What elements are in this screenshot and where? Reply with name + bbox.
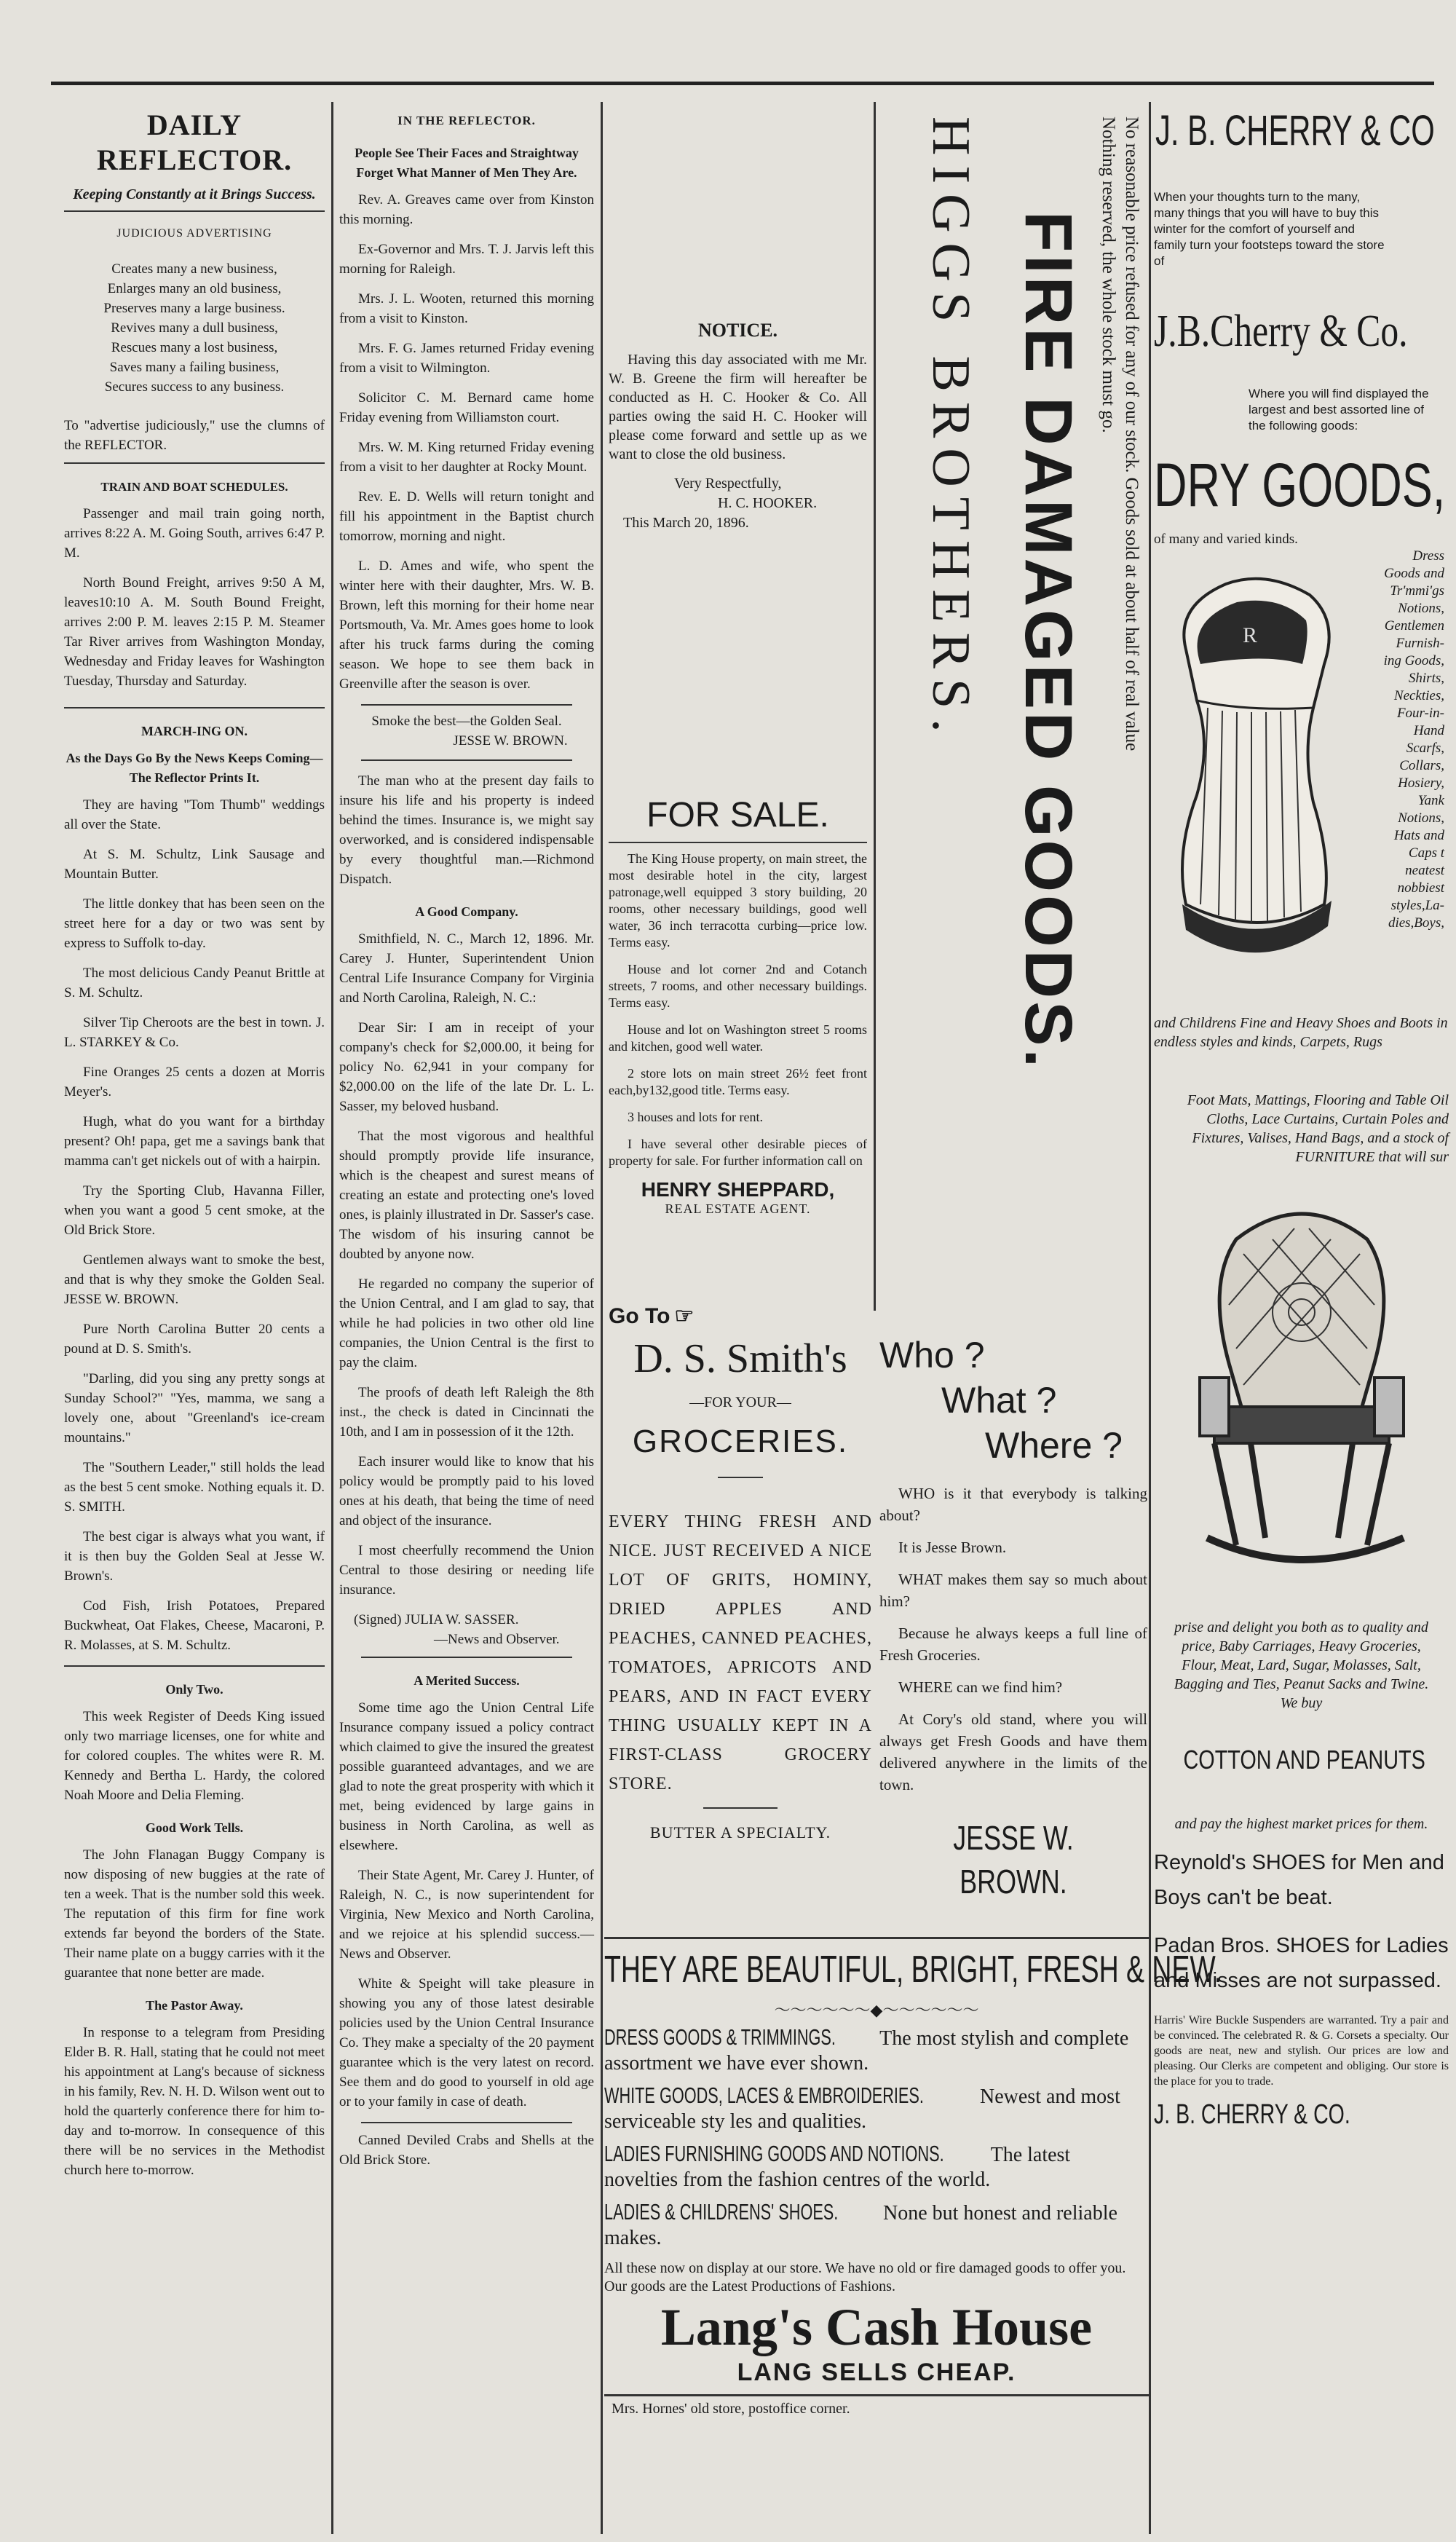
top-rule	[51, 82, 1434, 85]
lang-ornament: ～～～～～～◆～～～～～～	[774, 2001, 979, 2019]
merited-text	[339, 1698, 594, 2112]
letter-paragraph: The proofs of death left Raleigh the 8th inst., the check is dated in Cincinnati the 10th, and I am in possession of it the 12th.	[339, 1385, 594, 1440]
who-paragraph: It is Jesse Brown.	[898, 1539, 1007, 1556]
marching-heading: MARCH-ING ON.	[141, 724, 248, 738]
merited-heading: A Merited Success.	[414, 1673, 520, 1688]
judicious-line: Revives many a dull business,	[111, 320, 278, 336]
train-paragraph: Passenger and mail train going north, arrives 8:22 A. M. Going South, arrives 6:47 P. M.	[64, 506, 325, 561]
judicious-line: Secures success to any business.	[104, 379, 285, 395]
news-item: The most delicious Candy Peanut Brittle at S. M. Schultz.	[64, 966, 325, 1000]
jesse-brown-ad	[879, 1333, 1147, 1930]
lang-display-text: All these now on display at our store. We have no old or fire damaged goods to offer you. Our goods are the Latest Productions of Fashions.	[604, 2260, 1126, 2294]
insurance-note: The man who at the present day fails to insure his life and his property is indeed behind the times. Insurance is, we might say overworked, and is considered indispensable by every thoughtful man.—Richmond Dispatch.	[339, 773, 594, 887]
cherry-side-item: Four-in-	[1396, 706, 1444, 721]
letter-paragraph: Smithfield, N. C., March 12, 1896. Mr. Carey J. Hunter, Superintendent Union Central Life Insurance Company for Virginia and North Carolina, Raleigh, N. C.:	[339, 931, 594, 1006]
judicious-line: Enlarges many an old business,	[107, 281, 282, 296]
who-body	[879, 1483, 1147, 1796]
jesse-brown-name: JESSE W. BROWN.	[953, 1819, 1074, 1900]
masthead: DAILY REFLECTOR.	[96, 108, 293, 176]
who-paragraph: WHO is it that everybody is talking about?	[879, 1485, 1147, 1524]
lang-row-text: The latest novelties from the fashion centres of the world.	[604, 2144, 1071, 2191]
for-sale-item: House and lot on Washington street 5 rooms and kitchen, good well water.	[609, 1022, 867, 1054]
good-company-heading: A Good Company.	[415, 904, 518, 919]
corset-illustration	[1157, 562, 1350, 999]
ds-smith-ad	[609, 1303, 872, 1930]
lang-row-text: None but honest and reliable makes.	[604, 2202, 1117, 2249]
judicious-list	[64, 259, 325, 397]
judicious-line: Preserves many a large business.	[103, 301, 285, 316]
news-item: "Darling, did you sing any pretty songs at Sunday School?" "Yes, mamma, we sang a lovely one, about "Greenland's ice-cream mountains."	[64, 1371, 325, 1445]
svg-text:R: R	[1243, 623, 1258, 647]
judicious-line: Saves many a failing business,	[109, 360, 280, 375]
cherry-side-item: Shirts,	[1408, 671, 1444, 686]
notice-date: This March 20, 1896.	[623, 515, 749, 531]
go-to-line	[609, 1303, 872, 1329]
for-sale-item: I have several other desirable pieces of property for sale. For further information call on	[609, 1137, 867, 1168]
news-item: The best cigar is always what you want, if it is then buy the Golden Seal at Jesse W. Brown's.	[64, 1529, 325, 1584]
who-paragraph: WHERE can we find him?	[898, 1678, 1063, 1696]
good-work-text: The John Flanagan Buggy Company is now disposing of new buggies at the rate of ten a week. That is the number sold this week. The reputation of this firm for fine work extends far beyond the borders of the State. Their name plate on a buggy carries with it the guarantee that none better are made.	[64, 1847, 325, 1981]
higgs-nothing-reserved: Nothing reserved, the whole stock must go.	[1099, 117, 1118, 433]
marching-subheading: As the Days Go By the News Keeps Coming—The Reflector Prints It.	[66, 751, 323, 785]
personal-item: Rev. E. D. Wells will return tonight and fill his appointment in the Baptist church tomorrow, morning and night.	[339, 489, 594, 544]
notice-heading: NOTICE.	[697, 320, 778, 341]
marching-items	[64, 795, 325, 1655]
personal-item: Rev. A. Greaves came over from Kinston this morning.	[339, 192, 594, 227]
canned-crabs-ad: Canned Deviled Crabs and Shells at the Old Brick Store.	[339, 2133, 594, 2168]
cherry-side-item: styles,La-	[1390, 898, 1444, 913]
where-heading: Where ?	[985, 1425, 1123, 1466]
cherry-side-item: Hosiery,	[1398, 775, 1444, 791]
merited-paragraph: White & Speight will take pleasure in showing you any of those latest desirable policies used by the Union Central Insurance Co. They make a specialty of the 20 payment guarantee which is the very latest on record. See them and do good to yourself in old age or to your family in case of death.	[339, 1976, 594, 2109]
cherry-side-item: Scarfs,	[1406, 741, 1444, 756]
who-paragraph: Because he always keeps a full line of Fresh Groceries.	[879, 1625, 1147, 1664]
personal-items	[339, 190, 594, 694]
train-paragraph: North Bound Freight, arrives 9:50 A M, leaves10:10 A. M. South Bound Freight, arrives 2:00 P. M. leaves 2:15 P. M. Steamer Tar River arrives from Washington Monday, Wednesday and Friday leaves for Washington Tuesday, Thursday and Saturday.	[64, 575, 325, 689]
personal-item: Mrs. W. M. King returned Friday evening from a visit to her daughter at Rocky Mount.	[339, 440, 594, 475]
personal-item: L. D. Ames and wife, who spent the winter here with their daughter, Mrs. W. B. Brown, left this morning for their home near Portsmouth, Va. Mr. Ames goes home to look after his truck farms during the coming season. We hope to see them back in Greenville after the season is over.	[339, 558, 594, 692]
cherry-side-item: Tr'mmi'gs	[1390, 583, 1444, 599]
for-your-line: —FOR YOUR—	[689, 1394, 791, 1410]
pointing-hand-icon: ☞	[674, 1304, 695, 1328]
lang-row	[604, 2085, 1149, 2136]
groceries-heading: GROCERIES.	[632, 1424, 849, 1459]
letter-paragraph: He regarded no company the superior of the Union Central, and I am glad to say, that while he had policies in two other old line companies, the Union Central is the first to pay the claim.	[339, 1276, 594, 1370]
personal-item: Ex-Governor and Mrs. T. J. Jarvis left this morning for Raleigh.	[339, 242, 594, 277]
lang-slogan: LANG SELLS CHEAP.	[737, 2359, 1016, 2386]
fire-damaged-goods: FIRE DAMAGED GOODS.	[1011, 211, 1085, 1071]
what-heading: What ?	[941, 1380, 1057, 1421]
tagline: Keeping Constantly at it Brings Success.	[64, 185, 325, 212]
merited-paragraph: Some time ago the Union Central Life Insurance company issued a policy contract which claimed to give the insured the greatest possible guaranteed advantages, and we are glad to note the great prosperity with which it met, being evidenced by large gains in business in North Carolina, as well as elsewhere.	[339, 1700, 594, 1853]
cherry-side-item: nobbiest	[1397, 880, 1444, 896]
lang-row	[604, 2143, 1149, 2194]
notice-closing: Very Respectfully,	[674, 475, 782, 492]
langs-cash-house-ad	[604, 1944, 1222, 2534]
letter-paragraph: Dear Sir: I am in receipt of your company's check for $2,000.00, it being for policy No. 62,941 in your company for $2,000.00 on the life of the late Dr. L. L. Sasser, my beloved husband.	[339, 1020, 594, 1114]
letter-paragraph: Each insurer would like to know that his policy would be promptly paid to his loved ones at his death, that being the time of need and object of the insurance.	[339, 1454, 594, 1528]
column-divider	[1149, 102, 1151, 2534]
news-item: The little donkey that has been seen on the street here for a day or two was sent by express to Suffolk to-day.	[64, 896, 325, 951]
letter-paragraph: I most cheerfully recommend the Union Central to those desiring or needing life insurance.	[339, 1543, 594, 1598]
lang-row-heading: LADIES & CHILDRENS' SHOES.	[604, 2199, 839, 2225]
only-two-text: This week Register of Deeds King issued only two marriage licenses, one for white and for colored couples. The whites were R. M. Kennedy and Bertha L. Hardy, the colored Noah Moore and Delia Fleming.	[64, 1709, 325, 1803]
column-2	[339, 111, 594, 2535]
lang-name: Lang's Cash House	[660, 2298, 1093, 2356]
cherry-pay-text: and pay the highest market prices for them.	[1174, 1816, 1428, 1832]
lang-top-rule	[604, 1937, 1149, 1939]
good-work-heading: Good Work Tells.	[145, 1820, 244, 1835]
cherry-side-item: Collars,	[1399, 758, 1444, 773]
who-paragraph: WHAT makes them say so much about him?	[879, 1571, 1147, 1610]
cherry-side-item: Notions,	[1398, 601, 1444, 616]
cherry-where: Where you will find displayed the largest and best assorted line of the following goods:	[1249, 387, 1429, 433]
reflector-heading: IN THE REFLECTOR.	[397, 114, 536, 127]
notice-ad	[609, 320, 867, 561]
signed-line: (Signed) JULIA W. SASSER.	[354, 1612, 519, 1627]
reynolds-shoes: Reynold's SHOES for Men and Boys can't be beat.	[1154, 1851, 1444, 1909]
higgs-no-reasonable: No reasonable price refused for any of our stock. Goods sold at about half of real value	[1122, 117, 1142, 751]
cherry-side-item: Yank	[1417, 793, 1444, 808]
for-sale-item: The King House property, on main street, the most desirable hotel in the city, largest patronage,well equipped 3 story building, 20 rooms, other necessary buildings, good well water, 36 inch terracotta curbing—price low. Terms easy.	[609, 851, 867, 950]
column-1	[64, 108, 325, 2533]
news-item: At S. M. Schultz, Link Sausage and Mountain Butter.	[64, 847, 325, 882]
cherry-side-item: Neckties,	[1393, 688, 1444, 703]
judicious-line: Rescues many a lost business,	[111, 340, 278, 355]
news-item: Pure North Carolina Butter 20 cents a pound at D. S. Smith's.	[64, 1322, 325, 1357]
cherry-side-item: ing Goods,	[1383, 653, 1444, 668]
notice-body: Having this day associated with me Mr. W. B. Greene the firm will hereafter be conducted as H. C. Hooker & Co. All parties owing the said H. C. Hooker will please come forward and settle up as we want to close the old business.	[609, 352, 867, 462]
cherry-footer: J. B. CHERRY & CO.	[1154, 2099, 1350, 2130]
good-company-letter	[339, 929, 594, 1600]
agent-title: REAL ESTATE AGENT.	[665, 1201, 811, 1216]
corset-section	[1154, 548, 1449, 1014]
cotton-peanuts: COTTON AND PEANUTS	[1183, 1745, 1425, 1775]
for-sale-ad	[609, 794, 867, 1289]
cherry-side-item: Caps t	[1408, 845, 1444, 861]
cherry-harris-text: Harris' Wire Buckle Suspenders are warranted. Try a pair and be convinced. The celebrated R. & G. Corsets a specialty. Our goods are neat, new and stylish. Our prices are low and pleasing. Our Clerks are competent and obliging. Our store is the place for you to trade.	[1154, 2014, 1449, 2088]
lang-row-text: The most stylish and complete assortment we have ever shown.	[604, 2027, 1129, 2075]
lang-row	[604, 2201, 1149, 2252]
pastor-text: In response to a telegram from Presiding Elder B. R. Hall, stating that he could not meet his appointment at Lang's because of sickness in his family, Rev. N. H. D. Wilson went out to hold the quarterly conference there for him to-day and to-morrow. In consequence of this there will be no services in the Methodist church here to-morrow.	[64, 2025, 325, 2178]
cherry-surprise-text: prise and delight you both as to quality and price, Baby Carriages, Heavy Groceries, Flour, Meat, Lard, Sugar, Molasses, Salt, Bagging and Ties, Peanut Sacks and Twine. We buy	[1174, 1619, 1429, 1711]
cherry-intro: When your thoughts turn to the many, many things that you will have to buy this winter for the comfort of yourself and family turn your footsteps toward the store of	[1154, 190, 1385, 268]
news-item: They are having "Tom Thumb" weddings all over the State.	[64, 797, 325, 832]
reflector-subheading: People See Their Faces and Straightway Forget What Manner of Men They Are.	[355, 146, 579, 180]
lang-headline: THEY ARE BEAUTIFUL, BRIGHT, FRESH & NEW.	[604, 1949, 1222, 1991]
notice-signature: H. C. HOOKER.	[718, 495, 818, 511]
personal-item: Mrs. F. G. James returned Friday evening from a visit to Wilmington.	[339, 341, 594, 376]
agent-name: HENRY SHEPPARD,	[641, 1178, 835, 1201]
column-divider	[331, 102, 333, 2534]
column-divider	[601, 102, 603, 2534]
many-kinds-text: of many and varied kinds.	[1154, 532, 1298, 547]
cherry-side-item: Gentlemen	[1384, 618, 1444, 633]
lang-row-heading: DRESS GOODS & TRIMMINGS.	[604, 2024, 836, 2050]
higgs-brothers-ad	[874, 117, 1143, 1296]
news-item: Silver Tip Cheroots are the best in town. J. L. STARKEY & Co.	[64, 1015, 325, 1050]
cherry-script-name: J.B.Cherry & Co.	[1154, 307, 1408, 356]
cherry-header: J. B. CHERRY & CO	[1155, 107, 1435, 154]
advertise-note: To "advertise judiciously," use the clumns of the REFLECTOR.	[64, 416, 325, 464]
judicious-heading: JUDICIOUS ADVERTISING	[116, 227, 272, 240]
for-sale-item: 2 store lots on main street 26½ feet front each,by132,good title. Terms easy.	[609, 1066, 867, 1097]
only-two-heading: Only Two.	[165, 1682, 223, 1697]
merited-paragraph: Their State Agent, Mr. Carey J. Hunter, of Raleigh, N. C., is now superintendent for Virginia, New Mexico and North Carolina, and we rejoice at his splendid success.—News and Observer.	[339, 1868, 594, 1962]
judicious-line: Creates many a new business,	[111, 261, 277, 277]
cherry-side-item: Hand	[1413, 723, 1444, 738]
cherry-side-item: Hats and	[1393, 828, 1444, 843]
dry-goods-heading: DRY GOODS,	[1154, 451, 1446, 519]
cherry-side-item: Notions,	[1398, 810, 1444, 826]
who-heading: Who ?	[879, 1335, 985, 1375]
lang-row	[604, 2026, 1149, 2077]
cherry-foot-mats: Foot Mats, Mattings, Flooring and Table Oil Cloths, Lace Curtains, Curtain Poles and Fixtures, Valises, Hand Bags, and a stock of FURNITURE that will sur	[1187, 1092, 1449, 1165]
pastor-heading: The Pastor Away.	[146, 1998, 243, 2013]
cherry-side-list	[1357, 548, 1444, 932]
train-schedules	[64, 504, 325, 708]
golden-seal-signature: JESSE W. BROWN.	[453, 733, 568, 749]
smith-body: EVERY THING FRESH AND NICE. JUST RECEIVED A NICE LOT OF GRITS, HOMINY, DRIED APPLES AND PEACHES, CANNED PEACHES, TOMATOES, APRICOTS AND PEARS, AND IN FACT EVERY THING USUALLY KEPT IN A FIRST-CLASS GROCERY STORE.	[609, 1512, 872, 1793]
lang-row-heading: WHITE GOODS, LACES & EMBROIDERIES.	[604, 2083, 924, 2108]
news-item: The "Southern Leader," still holds the lead as the best 5 cent smoke. Nothing equals it. D. S. SMITH.	[64, 1460, 325, 1515]
go-to-label: Go To	[609, 1303, 670, 1328]
lang-address: Mrs. Hornes' old store, postoffice corner.	[612, 2401, 850, 2417]
for-sale-item: House and lot corner 2nd and Cotanch streets, 7 rooms, and other necessary buildings. Terms easy.	[609, 962, 867, 1010]
news-item: Gentlemen always want to smoke the best, and that is why they smoke the Golden Seal. JESSE W. BROWN.	[64, 1252, 325, 1307]
train-heading: TRAIN AND BOAT SCHEDULES.	[100, 480, 288, 494]
cherry-side-item: Goods and	[1384, 566, 1444, 581]
cherry-side-item: Furnish-	[1396, 636, 1444, 651]
lang-rows	[604, 2026, 1149, 2252]
rocking-chair-illustration	[1185, 1196, 1418, 1603]
smith-name: D. S. Smith's	[633, 1336, 847, 1381]
personal-item: Mrs. J. L. Wooten, returned this morning from a visit to Kinston.	[339, 291, 594, 326]
higgs-brothers-name: HIGGS BROTHERS.	[921, 117, 981, 743]
news-item: Hugh, what do you want for a birthday present? Oh! papa, get me a savings bank that mamma can't get nickels out of with a hairpin.	[64, 1114, 325, 1169]
cherry-side-item: neatest	[1405, 863, 1444, 878]
for-sale-item: 3 houses and lots for rent.	[628, 1110, 763, 1124]
butter-specialty: BUTTER A SPECIALTY.	[649, 1823, 831, 1842]
who-paragraph: At Cory's old stand, where you will always get Fresh Goods and have them delivered anywhere in the limits of the town.	[879, 1710, 1147, 1793]
news-item: Try the Sporting Club, Havanna Filler, when you want a good 5 cent smoke, at the Old Brick Store.	[64, 1183, 325, 1238]
letter-paragraph: That the most vigorous and healthful should promptly provide life insurance, which is the cheapest and surest means of creating an estate and protecting one's loved ones, is plainly illustrated in Dr. Sasser's case. The wisdom of his insuring cannot be doubted by anyone now.	[339, 1129, 594, 1262]
news-item: Fine Oranges 25 cents a dozen at Morris Meyer's.	[64, 1065, 325, 1100]
cherry-side-item: Dress	[1412, 548, 1444, 564]
cherry-children-text: and Childrens Fine and Heavy Shoes and Boots in endless styles and kinds, Carpets, Rugs	[1154, 1015, 1448, 1050]
padan-shoes: Padan Bros. SHOES for Ladies and Misses are not surpassed.	[1154, 1934, 1449, 1992]
news-item: Cod Fish, Irish Potatoes, Prepared Buckwheat, Oat Flakes, Cheese, Macaroni, P. R. Molasses, at S. M. Schultz.	[64, 1598, 325, 1653]
cherry-ad	[1154, 102, 1449, 2534]
golden-seal-ad: Smoke the best—the Golden Seal.	[371, 714, 562, 729]
for-sale-heading: FOR SALE.	[646, 796, 829, 834]
cherry-side-item: dies,Boys,	[1388, 915, 1444, 931]
personal-item: Solicitor C. M. Bernard came home Friday evening from Williamston court.	[339, 390, 594, 425]
for-sale-items	[609, 850, 867, 1169]
news-observer-credit: —News and Observer.	[434, 1632, 560, 1647]
lang-bottom-rule	[604, 2394, 1149, 2396]
lang-row-text: Newest and most serviceable sty les and qualities.	[604, 2085, 1120, 2133]
lang-row-heading: LADIES FURNISHING GOODS AND NOTIONS.	[604, 2141, 944, 2166]
